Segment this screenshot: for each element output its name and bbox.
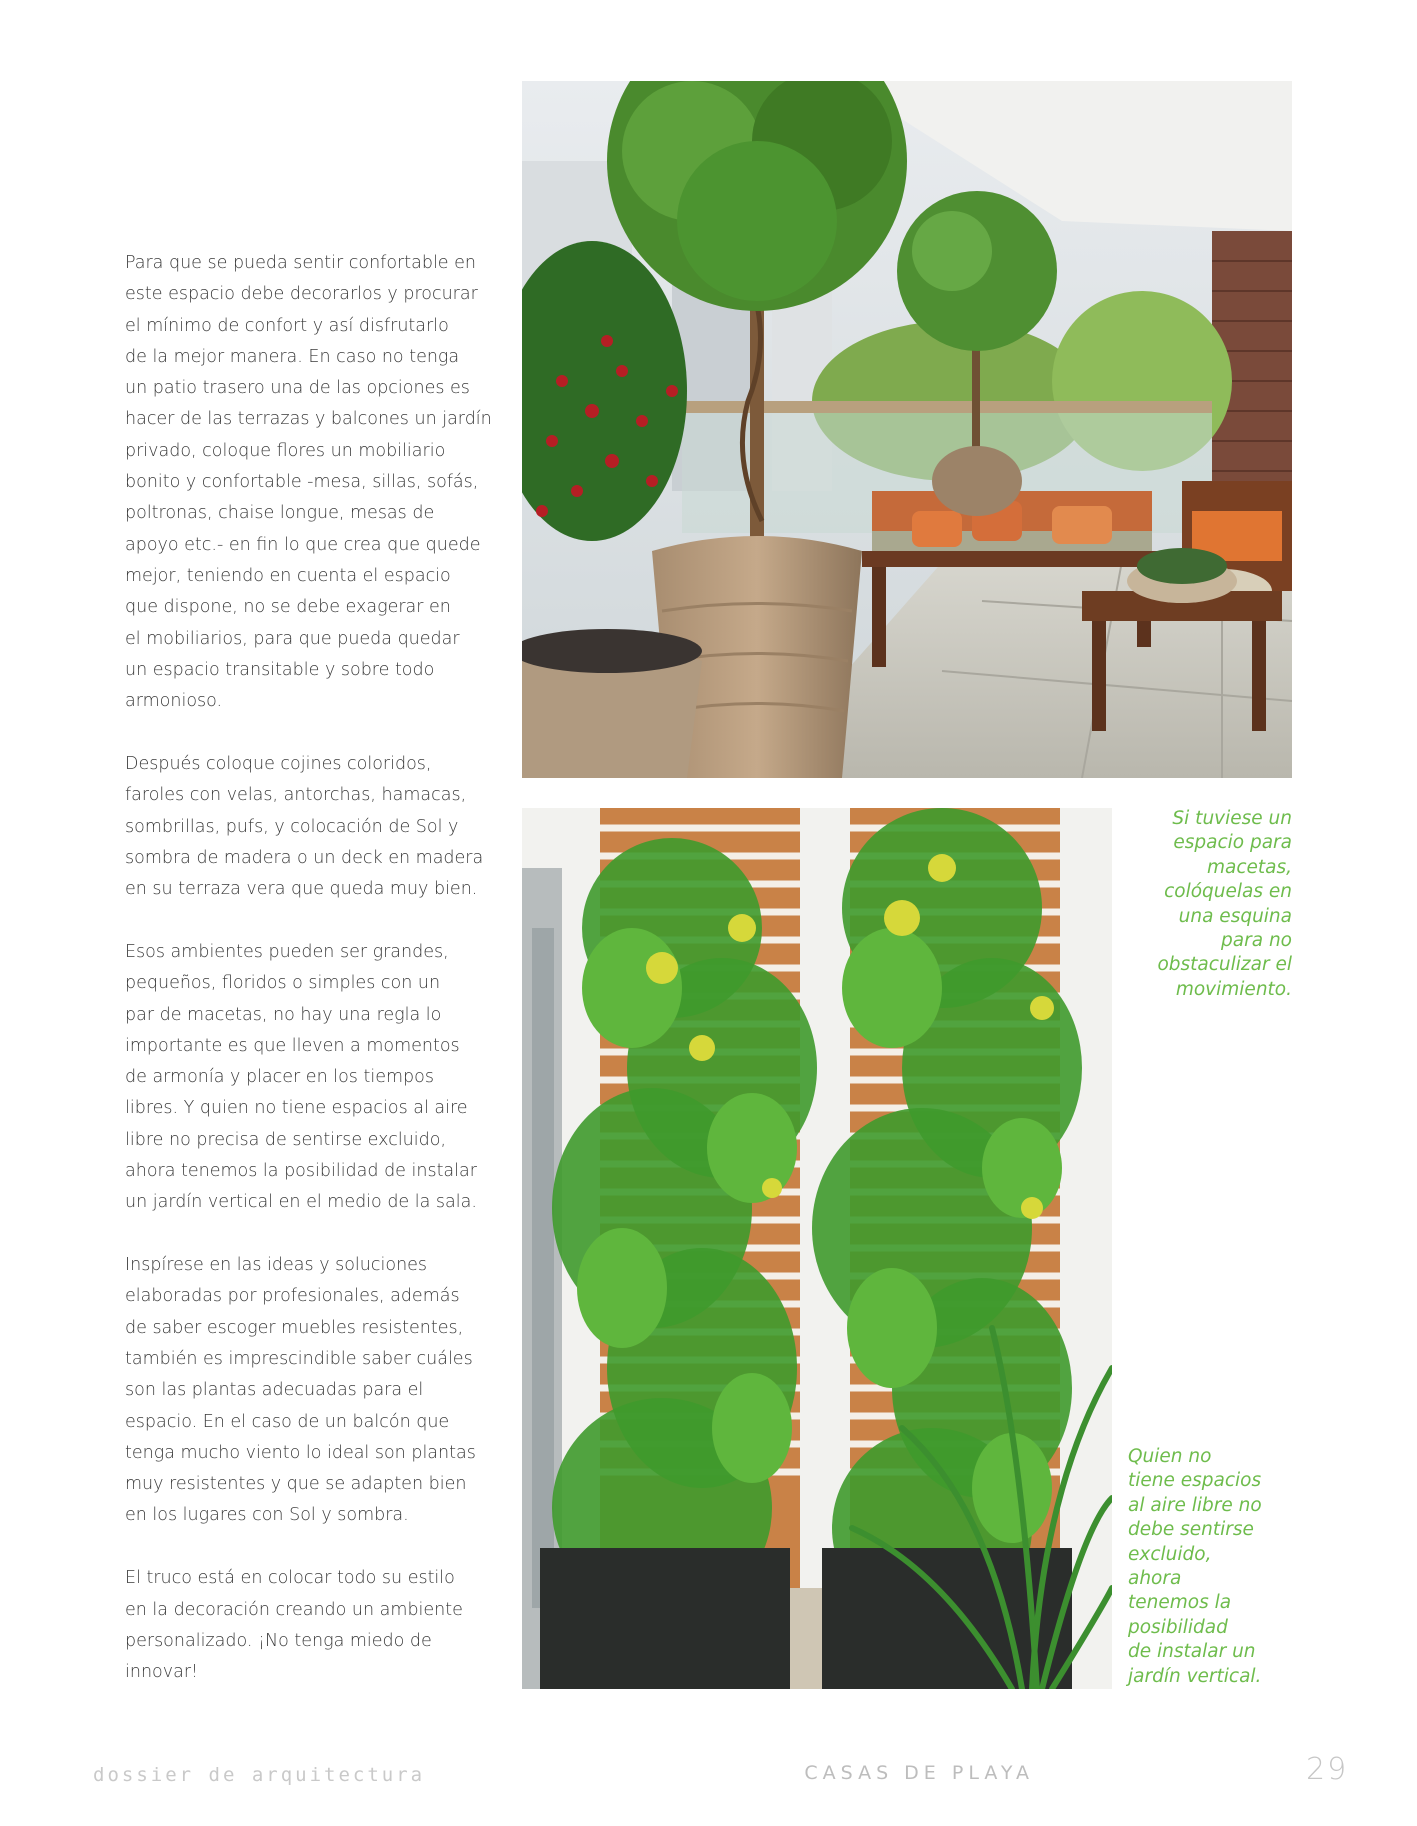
- text-line: un jardín vertical en el medio de la sala.: [125, 1192, 477, 1213]
- text-line: de la mejor manera. En caso no tenga: [125, 346, 460, 367]
- caption-line: espacio para: [1173, 832, 1292, 854]
- text-line: que dispone, no se debe exagerar en: [125, 597, 451, 618]
- text-line: de armonía y placer en los tiempos: [125, 1067, 434, 1088]
- photo-caption-1: [1157, 807, 1292, 1002]
- article-paragraph: [125, 937, 480, 1219]
- text-line: muy resistentes y que se adapten bien: [125, 1474, 467, 1495]
- text-line: en la decoración creando un ambiente: [125, 1599, 463, 1620]
- caption-line: macetas,: [1206, 856, 1292, 878]
- text-line: un patio trasero una de las opciones es: [125, 378, 470, 399]
- caption-line: colóquelas en: [1164, 881, 1292, 903]
- text-line: son las plantas adecuadas para el: [125, 1380, 424, 1401]
- text-line: en los lugares con Sol y sombra.: [125, 1505, 409, 1526]
- text-line: privado, coloque flores un mobiliario: [125, 440, 446, 461]
- text-line: hacer de las terrazas y balcones un jardín: [125, 409, 492, 430]
- text-line: Para que se pueda sentir confortable en: [125, 253, 476, 273]
- text-line: Inspírese en las ideas y soluciones: [125, 1255, 428, 1276]
- caption-line: Quien no: [1128, 1446, 1212, 1467]
- caption-line: tenemos la: [1128, 1592, 1232, 1614]
- page-number: 29: [1306, 1752, 1349, 1787]
- text-line: libres. Y quien no tiene espacios al aire: [125, 1098, 468, 1119]
- photo-caption-2: [1128, 1445, 1262, 1689]
- text-line: armonioso.: [125, 691, 223, 712]
- text-line: el mínimo de confort y así disfrutarlo: [125, 315, 449, 336]
- text-line: mejor, teniendo en cuenta el espacio: [125, 565, 451, 586]
- text-line: un espacio transitable y sobre todo: [125, 659, 435, 680]
- caption-line: Si tuviese un: [1172, 808, 1292, 829]
- caption-line: tiene espacios: [1128, 1470, 1262, 1492]
- text-line: ahora tenemos la posibilidad de instalar: [125, 1161, 477, 1182]
- text-line: en su terraza vera que queda muy bien.: [125, 879, 478, 900]
- caption-line: al aire libre no: [1128, 1494, 1262, 1516]
- terrace-photo: [522, 81, 1292, 778]
- article-paragraph: [125, 1563, 480, 1688]
- text-line: este espacio debe decorarlos y procurar: [125, 284, 478, 305]
- vertical-garden-photo: [522, 808, 1112, 1689]
- caption-line: debe sentirse: [1128, 1519, 1254, 1541]
- text-line: también es imprescindible saber cuáles: [125, 1349, 473, 1369]
- footer-magazine-name: CASAS DE PLAYA: [804, 1762, 1034, 1784]
- caption-line: posibilidad: [1128, 1616, 1228, 1638]
- text-line: El truco está en colocar todo su estilo: [125, 1568, 455, 1589]
- text-line: el mobiliarios, para que pueda quedar: [125, 628, 460, 649]
- article-paragraph: [125, 248, 492, 717]
- text-line: sombrillas, pufs, y colocación de Sol y: [125, 816, 459, 837]
- text-line: bonito y confortable -mesa, sillas, sofás,: [125, 472, 479, 493]
- caption-line: movimiento.: [1175, 978, 1292, 1000]
- text-line: elaboradas por profesionales, además: [125, 1286, 460, 1307]
- text-line: tenga mucho viento lo ideal son plantas: [125, 1442, 476, 1463]
- text-line: Después coloque cojines coloridos,: [125, 753, 432, 774]
- text-line: faroles con velas, antorchas, hamacas,: [125, 785, 467, 806]
- article-paragraph: [125, 749, 484, 905]
- article-body: [125, 248, 492, 1720]
- caption-line: para no: [1221, 930, 1292, 952]
- caption-line: ahora: [1128, 1568, 1182, 1590]
- text-line: de saber escoger muebles resistentes,: [125, 1317, 464, 1338]
- text-line: pequeños, floridos o simples con un: [125, 973, 441, 994]
- caption-line: jardín vertical.: [1128, 1665, 1262, 1687]
- caption-line: excluido,: [1128, 1543, 1212, 1565]
- text-line: sombra de madera o un deck en madera: [125, 847, 484, 868]
- footer-section-title: dossier de arquitectura: [93, 1764, 426, 1786]
- caption-line: obstaculizar el: [1157, 954, 1292, 976]
- text-line: importante es que lleven a momentos: [125, 1035, 460, 1056]
- text-line: par de macetas, no hay una regla lo: [125, 1004, 442, 1025]
- text-line: poltronas, chaise longue, mesas de: [125, 503, 435, 524]
- article-paragraph: [125, 1250, 480, 1532]
- text-line: libre no precisa de sentirse excluido,: [125, 1129, 447, 1150]
- caption-line: una esquina: [1178, 905, 1292, 927]
- text-line: espacio. En el caso de un balcón que: [125, 1411, 450, 1432]
- text-line: personalizado. ¡No tenga miedo de: [125, 1630, 432, 1651]
- text-line: apoyo etc.- en fin lo que crea que quede: [125, 534, 481, 555]
- text-line: Esos ambientes pueden ser grandes,: [125, 941, 449, 962]
- caption-line: de instalar un: [1128, 1641, 1256, 1663]
- text-line: innovar!: [125, 1662, 199, 1683]
